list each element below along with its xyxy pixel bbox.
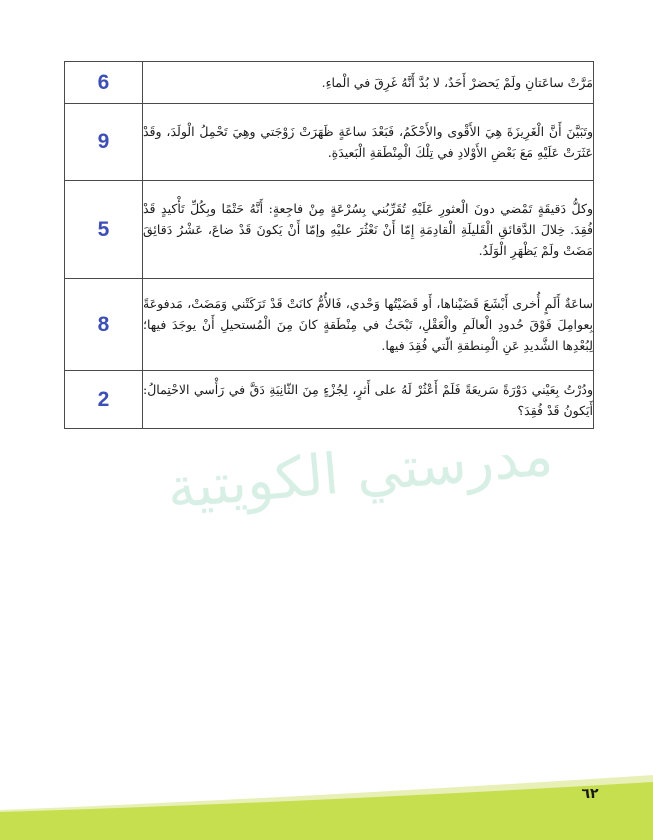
row-text: ودُرْتُ بِعَيْني دَوْرَةً سَريعَةً فَلَمْ أَعْثُرْ لَهُ على أَثرٍ، لِجُزْءٍ مِنَ الثّانِيَةِ دَقَّ في رَأْسي الاحْتِمالُ: أَيَكونُ قَدْ فُقِدَ؟ bbox=[143, 371, 594, 429]
table-row bbox=[65, 181, 594, 279]
row-number: 9 bbox=[65, 104, 143, 181]
page-number: ٦٢ bbox=[581, 786, 599, 802]
row-text: ساعَةٌ أَلَمٍ أُخرى أَبْشَعَ قَضَيْناها، أَو قَضَيْتُها وَحْدي، فَالأُمُّ كانَتْ قَدْ تَرَكَتْني وَمَضَتْ، مَدفوعَةً بِعوامِلَ فَوْقَ حُدودِ الْعالَمِ والْعَقْلِ، تَبْحَثُ في مِنْطَقةٍ كانَ مِنَ الْمُستحيلِ أَنْ يوجَدَ فيها؛ لِبُعْدِها الشَّديدِ عَنِ الْمِنطقةِ الّتي فُقِدَ فيها. bbox=[143, 279, 594, 371]
footer-swoosh bbox=[0, 770, 653, 840]
row-number: 2 bbox=[65, 371, 143, 429]
row-text: وكلُّ دَقيقَةٍ تَمْضي دونَ الْعثورِ عَلَيْهِ تُقَرِّبُني بِسُرْعَةٍ مِنْ فاجِعةٍ: أَنَّهُ حَتْمًا وبِكُلِّ تَأْكيدٍ قَدْ فُقِدَ. خِلالَ الدَّقائقِ الْقَليلَةِ الْقادِمَةِ إِمّا أَنْ نَعْثُرَ عليْهِ وإمّا أَنْ يَكونَ قَدْ ضاعَ، عَشْرُ دَقائِقَ مَضَتْ ولَمْ يَظْهَرِ الْوَلَدُ. bbox=[143, 181, 594, 279]
table-row bbox=[65, 279, 594, 371]
row-number: 6 bbox=[65, 62, 143, 104]
ordering-table bbox=[64, 61, 594, 429]
watermark-logo: مدرستي الكويتية bbox=[164, 423, 556, 522]
row-number: 5 bbox=[65, 181, 143, 279]
table-row bbox=[65, 104, 594, 181]
footer-swoosh-green bbox=[0, 782, 653, 840]
table-row bbox=[65, 62, 594, 104]
row-text: وتَبَيَّنَ أَنَّ الْغَرِيزَةَ هِيَ الأَقْوى والأَحْكَمُ، فَبَعْدَ ساعَةٍ ظَهَرَتْ زَوْجَتي وهِيَ تَحْمِلُ الْولَدَ، وقَدْ عَثَرَتْ عَلَيْهِ مَعَ بَعْضِ الأَوْلادِ في تِلْكَ الْمِنْطَقةِ الْبَعيدَةِ. bbox=[143, 104, 594, 181]
row-number: 8 bbox=[65, 279, 143, 371]
row-text: مَرَّتْ ساعَتانِ ولَمْ يَحضرْ أَحَدٌ، لا بُدَّ أَنَّهُ غَرِقَ في الْماءِ. bbox=[143, 62, 594, 104]
